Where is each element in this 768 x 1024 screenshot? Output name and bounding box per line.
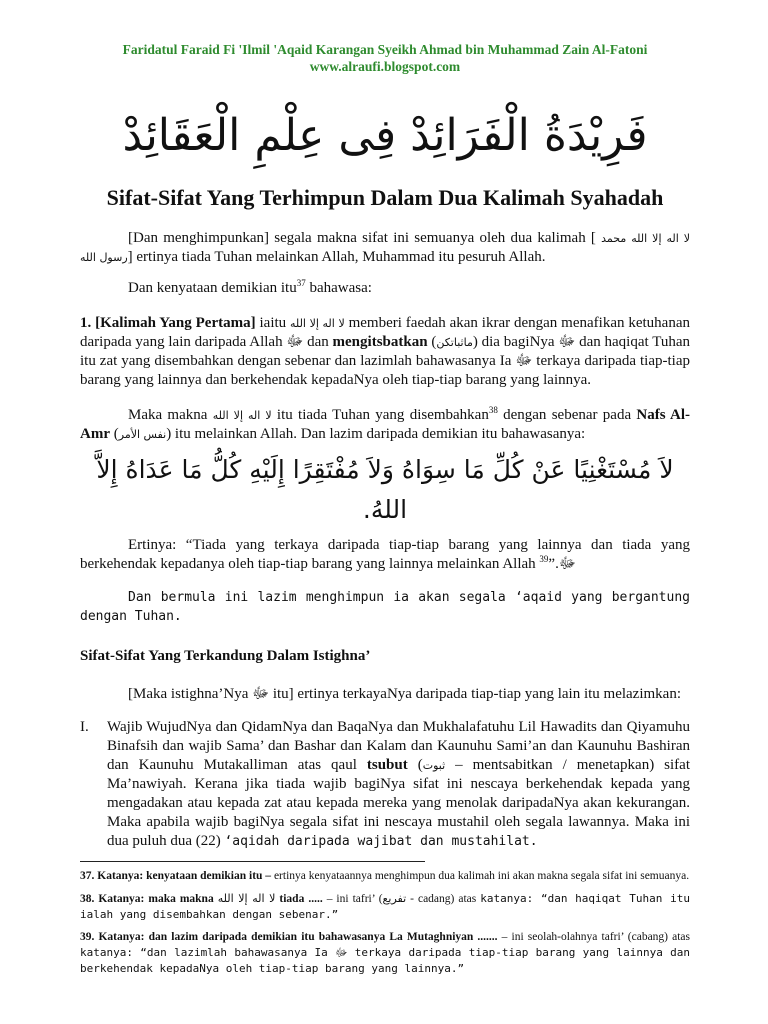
footnote-ref-37[interactable]: 37 — [296, 278, 306, 288]
header-title: Faridatul Faraid Fi 'Ilmil 'Aqaid Karangan Syeikh Ahmad bin Muhammad Zain Al-Fatoni — [122, 42, 648, 57]
list-item — [80, 718, 690, 851]
paragraph-kalimah-pertama: 1. [Kalimah Yang Pertama] iaitu لا اله إلا الله memberi faedah akan ikrar dengan menafikan ketuhanan daripada yang lain daripada Allah ﷻ dan mengitsbatkan (ماثباتكن) dia bagiNya ﷻ dan haqiqat Tuhan itu zat yang disembahkan dengan sebenar dan lazimlah bahawasanya Ia ﷻ terkaya daripada tiap-tiap barang yang lainnya dan berkehendak kepadaNya oleh tiap-tiap barang yang lainnya. — [80, 315, 690, 388]
paragraph-maka-makna: Maka makna لا اله إلا الله itu tiada Tuhan yang disembahkan$^{38}$ dengan sebenar pada Nafs Al-Amr (نفس الأمر) itu melainkan Allah. Dan lazim daripada demikian itu bahawasanya: — [80, 405, 691, 442]
document-header — [80, 0, 690, 75]
paragraph-kenyataan: Dan kenyataan demikian itu$^{37}$ bahawasa: — [128, 278, 372, 296]
footnote-38: 38. Katanya: maka makna لا اله إلا الله tiada ..... – ini tafri’ (تفريع - cadang) atas katanya: “dan haqiqat Tuhan itu ialah yang disembahkan dengan sebenar.” — [80, 892, 691, 921]
paragraph-intro: [Dan menghimpunkan] segala makna sifat ini semuanya oleh dua kalimah [ لا اله إلا الله محمد رسول الله] ertinya tiada Tuhan melainkan Allah, Muhammad itu pesuruh Allah. — [80, 230, 691, 265]
arabic-verse: لاَ مُسْتَغْنِيًا عَنْ كُلِّ مَا سِوَاهُ وَلاَ مُفْتَقِرًا إِلَيْهِ كُلُّ مَا عَدَاهُ إِلاَّ اللهُ. — [96, 455, 674, 524]
footnote-ref-38[interactable]: 38 — [488, 405, 498, 415]
header-url[interactable]: www.alraufi.blogspot.com — [309, 59, 461, 74]
list-item-number: I. — [80, 719, 89, 735]
arabic-phrase: لا اله إلا الله محمد رسول الله — [80, 232, 691, 264]
paragraph-dan-bermula: Dan bermula ini lazim menghimpun ia akan segala ‘aqaid yang bergantung dengan Tuhan. — [80, 590, 690, 624]
list-item-body: Wajib WujudNya dan QidamNya dan BaqaNya dan Mukhalafatuhu Lil Hawadits dan Qiyamuhu Binafsih dan wajib Sama’ dan Bashar dan Kalam dan Kaunuhu Sami’an dan Kaunuhu Bashiran dan Kaunuhu Mutakalliman atas qaul tsubut (ثبوت – mentsabitkan / menetapkan) sifat Ma’nawiyah. Kerana jika tiada wajib bagiNya sifat ini nescaya berkehendak kepada yang mengadakan atau kepada zat atau kepada mereka yang menolak daripadaNya akan kekurangan. Maka apabila wajib bagiNya segala sifat ini nescaya mustahil oleh segala lawannya. Maka ini dua puluh dua (22) ‘aqidah daripada wajibat dan mustahilat. — [107, 719, 690, 849]
paragraph-ertinya: Ertinya: “Tiada yang terkaya daripada tiap-tiap barang yang lainnya dan tiada yang berkehendak kepadanya oleh tiap-tiap barang yang lainnya melainkan Allah ﷻ.”$^{39}$ — [80, 537, 690, 572]
arabic-calligraphy-title: فَرِيْدَةُ الْفَرَائِدْ فِى عِلْمِ الْعَقَائِدْ — [122, 110, 648, 161]
footnote-39: 39. Katanya: dan lazim daripada demikian itu bahawasanya La Mutaghniyan ....... – ini seolah-olahnya tafri’ (cabang) atas katanya: “dan lazimlah bahawasanya Ia ﷻ terkaya daripada tiap-tiap barang yang lainnya dan berkehendak kepadaNya oleh tiap-tiap barang yang lainnya.” — [80, 931, 690, 975]
footnote-divider — [80, 861, 425, 862]
footnote-37: 37. Katanya: kenyataan demikian itu – ertinya kenyataannya menghimpun dua kalimah ini akan makna segala sifat ini semuanya. — [80, 870, 690, 882]
section-heading: Sifat-Sifat Yang Terkandung Dalam Istighna’ — [80, 648, 371, 664]
footnote-ref-39[interactable]: 39 — [539, 554, 549, 564]
paragraph-istighna: [Maka istighna’Nya ﷻ itu] ertinya terkayaNya daripada tiap-tiap yang lain itu melazimkan: — [128, 686, 681, 702]
page-title: Sifat-Sifat Yang Terhimpun Dalam Dua Kalimah Syahadah — [106, 185, 664, 210]
